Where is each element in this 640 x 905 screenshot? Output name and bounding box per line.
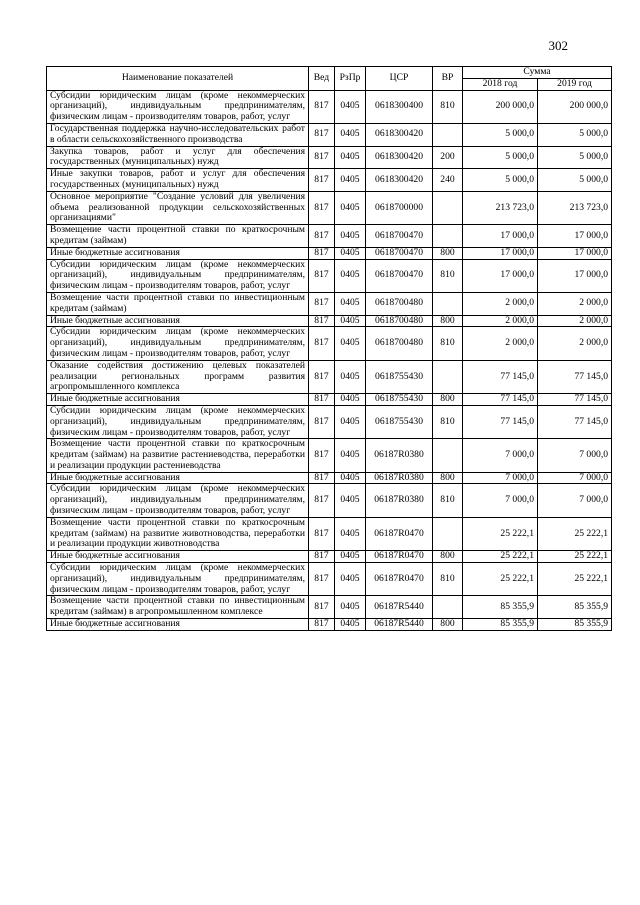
row-sum-2019: 77 145,0	[538, 405, 612, 438]
row-sum-2018: 200 000,0	[463, 90, 538, 123]
row-rzpr: 0405	[335, 146, 366, 169]
row-name: Субсидии юридическим лицам (кроме некоммерческих организаций), индивидуальным предпринимателям, физическим лицам - производителям товаров, работ, услуг	[47, 484, 309, 517]
table-row	[47, 169, 612, 192]
row-vr: 800	[433, 394, 463, 406]
table-row	[47, 551, 612, 563]
row-vr: 810	[433, 405, 463, 438]
table-row	[47, 563, 612, 596]
row-rzpr: 0405	[335, 225, 366, 248]
row-csr: 0618700470	[366, 225, 433, 248]
row-name: Иные бюджетные ассигнования	[47, 472, 309, 484]
header-csr: ЦСР	[366, 67, 433, 91]
row-csr: 0618755430	[366, 405, 433, 438]
row-rzpr: 0405	[335, 360, 366, 393]
row-name: Иные бюджетные ассигнования	[47, 394, 309, 406]
row-vr: 810	[433, 563, 463, 596]
row-rzpr: 0405	[335, 259, 366, 292]
row-ved: 817	[309, 619, 335, 631]
header-ved: Вед	[309, 67, 335, 91]
header-year-2018: 2018 год	[463, 78, 538, 90]
table-row	[47, 394, 612, 406]
row-sum-2019: 2 000,0	[538, 327, 612, 360]
row-sum-2019: 85 355,9	[538, 596, 612, 619]
table-row	[47, 619, 612, 631]
row-csr: 0618300420	[366, 169, 433, 192]
row-rzpr: 0405	[335, 517, 366, 550]
row-sum-2018: 77 145,0	[463, 394, 538, 406]
row-vr: 200	[433, 146, 463, 169]
row-name: Субсидии юридическим лицам (кроме некоммерческих организаций), индивидуальным предпринимателям, физическим лицам - производителям товаров, работ, услуг	[47, 259, 309, 292]
row-rzpr: 0405	[335, 123, 366, 146]
row-ved: 817	[309, 360, 335, 393]
table-row	[47, 517, 612, 550]
row-rzpr: 0405	[335, 292, 366, 315]
table-row	[47, 90, 612, 123]
header-rzpr: РзПр	[335, 67, 366, 91]
row-csr: 0618700470	[366, 259, 433, 292]
row-ved: 817	[309, 191, 335, 224]
row-name: Субсидии юридическим лицам (кроме некоммерческих организаций), индивидуальным предпринимателям, физическим лицам - производителям товаров, работ, услуг	[47, 327, 309, 360]
row-sum-2019: 7 000,0	[538, 439, 612, 472]
row-rzpr: 0405	[335, 247, 366, 259]
row-name: Возмещение части процентной ставки по краткосрочным кредитам (займам)	[47, 225, 309, 248]
row-sum-2019: 213 723,0	[538, 191, 612, 224]
row-name: Субсидии юридическим лицам (кроме некоммерческих организаций), индивидуальным предпринимателям, физическим лицам - производителям товаров, работ, услуг	[47, 405, 309, 438]
row-csr: 0618755430	[366, 394, 433, 406]
row-rzpr: 0405	[335, 191, 366, 224]
row-sum-2018: 5 000,0	[463, 123, 538, 146]
row-sum-2018: 25 222,1	[463, 517, 538, 550]
row-ved: 817	[309, 146, 335, 169]
row-name: Иные бюджетные ассигнования	[47, 551, 309, 563]
row-sum-2019: 5 000,0	[538, 146, 612, 169]
row-vr: 800	[433, 619, 463, 631]
row-vr: 240	[433, 169, 463, 192]
table-row	[47, 596, 612, 619]
row-name: Государственная поддержка научно-исследовательских работ в области сельскохозяйственного производства	[47, 123, 309, 146]
row-sum-2018: 77 145,0	[463, 360, 538, 393]
row-name: Основное мероприятие "Создание условий для увеличения объема реализованной продукции сельскохозяйственных организациями"	[47, 191, 309, 224]
row-csr: 06187R0470	[366, 517, 433, 550]
row-vr: 800	[433, 315, 463, 327]
header-year-2019: 2019 год	[538, 78, 612, 90]
row-sum-2018: 85 355,9	[463, 619, 538, 631]
row-sum-2018: 213 723,0	[463, 191, 538, 224]
row-csr: 0618700480	[366, 315, 433, 327]
row-vr: 800	[433, 551, 463, 563]
row-sum-2018: 2 000,0	[463, 292, 538, 315]
row-vr	[433, 292, 463, 315]
row-vr: 800	[433, 247, 463, 259]
row-csr: 0618755430	[366, 360, 433, 393]
row-ved: 817	[309, 123, 335, 146]
row-vr	[433, 225, 463, 248]
row-sum-2019: 2 000,0	[538, 292, 612, 315]
table-row	[47, 405, 612, 438]
row-sum-2018: 2 000,0	[463, 315, 538, 327]
table-row	[47, 327, 612, 360]
row-vr	[433, 360, 463, 393]
row-ved: 817	[309, 169, 335, 192]
table-row	[47, 360, 612, 393]
row-vr	[433, 517, 463, 550]
row-name: Иные бюджетные ассигнования	[47, 247, 309, 259]
row-ved: 817	[309, 472, 335, 484]
table-row	[47, 191, 612, 224]
row-sum-2019: 77 145,0	[538, 360, 612, 393]
budget-table	[46, 66, 612, 631]
row-sum-2019: 25 222,1	[538, 563, 612, 596]
table-row	[47, 472, 612, 484]
row-rzpr: 0405	[335, 619, 366, 631]
row-sum-2019: 85 355,9	[538, 619, 612, 631]
row-ved: 817	[309, 225, 335, 248]
row-rzpr: 0405	[335, 563, 366, 596]
row-ved: 817	[309, 394, 335, 406]
row-csr: 0618700480	[366, 292, 433, 315]
row-csr: 06187R0470	[366, 551, 433, 563]
row-sum-2018: 7 000,0	[463, 472, 538, 484]
header-sum: Сумма	[463, 67, 612, 79]
row-csr: 06187R0380	[366, 472, 433, 484]
table-row	[47, 315, 612, 327]
row-ved: 817	[309, 484, 335, 517]
row-sum-2018: 25 222,1	[463, 551, 538, 563]
row-ved: 817	[309, 563, 335, 596]
row-sum-2019: 200 000,0	[538, 90, 612, 123]
row-name: Закупка товаров, работ и услуг для обеспечения государственных (муниципальных) нужд	[47, 146, 309, 169]
row-sum-2018: 77 145,0	[463, 405, 538, 438]
table-row	[47, 225, 612, 248]
row-csr: 0618300420	[366, 123, 433, 146]
row-rzpr: 0405	[335, 405, 366, 438]
row-sum-2018: 7 000,0	[463, 439, 538, 472]
row-csr: 06187R0380	[366, 439, 433, 472]
row-sum-2019: 77 145,0	[538, 394, 612, 406]
row-csr: 06187R0380	[366, 484, 433, 517]
page-number: 302	[548, 38, 568, 53]
row-vr	[433, 123, 463, 146]
row-ved: 817	[309, 315, 335, 327]
table-row	[47, 146, 612, 169]
row-sum-2018: 85 355,9	[463, 596, 538, 619]
row-sum-2018: 17 000,0	[463, 225, 538, 248]
row-sum-2018: 2 000,0	[463, 327, 538, 360]
row-rzpr: 0405	[335, 596, 366, 619]
row-csr: 0618700480	[366, 327, 433, 360]
row-name: Возмещение части процентной ставки по краткосрочным кредитам (займам) на развитие животноводства, переработки и реализации продукции животноводства	[47, 517, 309, 550]
row-rzpr: 0405	[335, 327, 366, 360]
row-name: Иные бюджетные ассигнования	[47, 619, 309, 631]
table-row	[47, 484, 612, 517]
row-csr: 06187R5440	[366, 619, 433, 631]
row-sum-2019: 5 000,0	[538, 169, 612, 192]
row-vr: 810	[433, 327, 463, 360]
row-rzpr: 0405	[335, 551, 366, 563]
row-vr: 810	[433, 259, 463, 292]
row-vr	[433, 596, 463, 619]
row-vr: 810	[433, 484, 463, 517]
row-vr: 800	[433, 472, 463, 484]
row-sum-2019: 7 000,0	[538, 472, 612, 484]
row-name: Оказание содействия достижению целевых показателей реализации региональных программ развития агропромышленного комплекса	[47, 360, 309, 393]
row-ved: 817	[309, 90, 335, 123]
row-ved: 817	[309, 405, 335, 438]
header-vr: ВР	[433, 67, 463, 91]
row-rzpr: 0405	[335, 394, 366, 406]
row-name: Возмещение части процентной ставки по инвестиционным кредитам (займам)	[47, 292, 309, 315]
row-rzpr: 0405	[335, 315, 366, 327]
table-row	[47, 123, 612, 146]
table-row	[47, 439, 612, 472]
row-sum-2018: 5 000,0	[463, 146, 538, 169]
row-sum-2019: 25 222,1	[538, 551, 612, 563]
table-row	[47, 247, 612, 259]
row-sum-2018: 7 000,0	[463, 484, 538, 517]
row-sum-2019: 2 000,0	[538, 315, 612, 327]
row-sum-2019: 7 000,0	[538, 484, 612, 517]
table-body	[47, 90, 612, 630]
row-rzpr: 0405	[335, 90, 366, 123]
row-ved: 817	[309, 596, 335, 619]
row-sum-2019: 17 000,0	[538, 247, 612, 259]
row-csr: 06187R0470	[366, 563, 433, 596]
row-csr: 0618700470	[366, 247, 433, 259]
row-ved: 817	[309, 259, 335, 292]
row-sum-2019: 17 000,0	[538, 225, 612, 248]
table-row	[47, 292, 612, 315]
header-name: Наименование показателей	[47, 67, 309, 91]
row-name: Иные бюджетные ассигнования	[47, 315, 309, 327]
row-ved: 817	[309, 292, 335, 315]
row-name: Иные закупки товаров, работ и услуг для обеспечения государственных (муниципальных) нужд	[47, 169, 309, 192]
row-vr	[433, 439, 463, 472]
row-sum-2019: 17 000,0	[538, 259, 612, 292]
row-ved: 817	[309, 247, 335, 259]
row-ved: 817	[309, 327, 335, 360]
row-sum-2018: 17 000,0	[463, 259, 538, 292]
row-csr: 0618300400	[366, 90, 433, 123]
row-vr	[433, 191, 463, 224]
row-sum-2018: 17 000,0	[463, 247, 538, 259]
row-name: Возмещение части процентной ставки по краткосрочным кредитам (займам) на развитие растениеводства, переработки и реализации продукции растениеводства	[47, 439, 309, 472]
row-sum-2019: 5 000,0	[538, 123, 612, 146]
row-name: Возмещение части процентной ставки по инвестиционным кредитам (займам) в агропромышленном комплексе	[47, 596, 309, 619]
table-row	[47, 259, 612, 292]
row-csr: 0618700000	[366, 191, 433, 224]
row-sum-2018: 25 222,1	[463, 563, 538, 596]
row-rzpr: 0405	[335, 472, 366, 484]
row-vr: 810	[433, 90, 463, 123]
row-name: Субсидии юридическим лицам (кроме некоммерческих организаций), индивидуальным предпринимателям, физическим лицам - производителям товаров, работ, услуг	[47, 563, 309, 596]
row-sum-2018: 5 000,0	[463, 169, 538, 192]
row-csr: 0618300420	[366, 146, 433, 169]
row-sum-2019: 25 222,1	[538, 517, 612, 550]
row-rzpr: 0405	[335, 439, 366, 472]
row-ved: 817	[309, 517, 335, 550]
row-ved: 817	[309, 551, 335, 563]
row-rzpr: 0405	[335, 169, 366, 192]
row-rzpr: 0405	[335, 484, 366, 517]
row-name: Субсидии юридическим лицам (кроме некоммерческих организаций), индивидуальным предпринимателям, физическим лицам - производителям товаров, работ, услуг	[47, 90, 309, 123]
row-ved: 817	[309, 439, 335, 472]
row-csr: 06187R5440	[366, 596, 433, 619]
